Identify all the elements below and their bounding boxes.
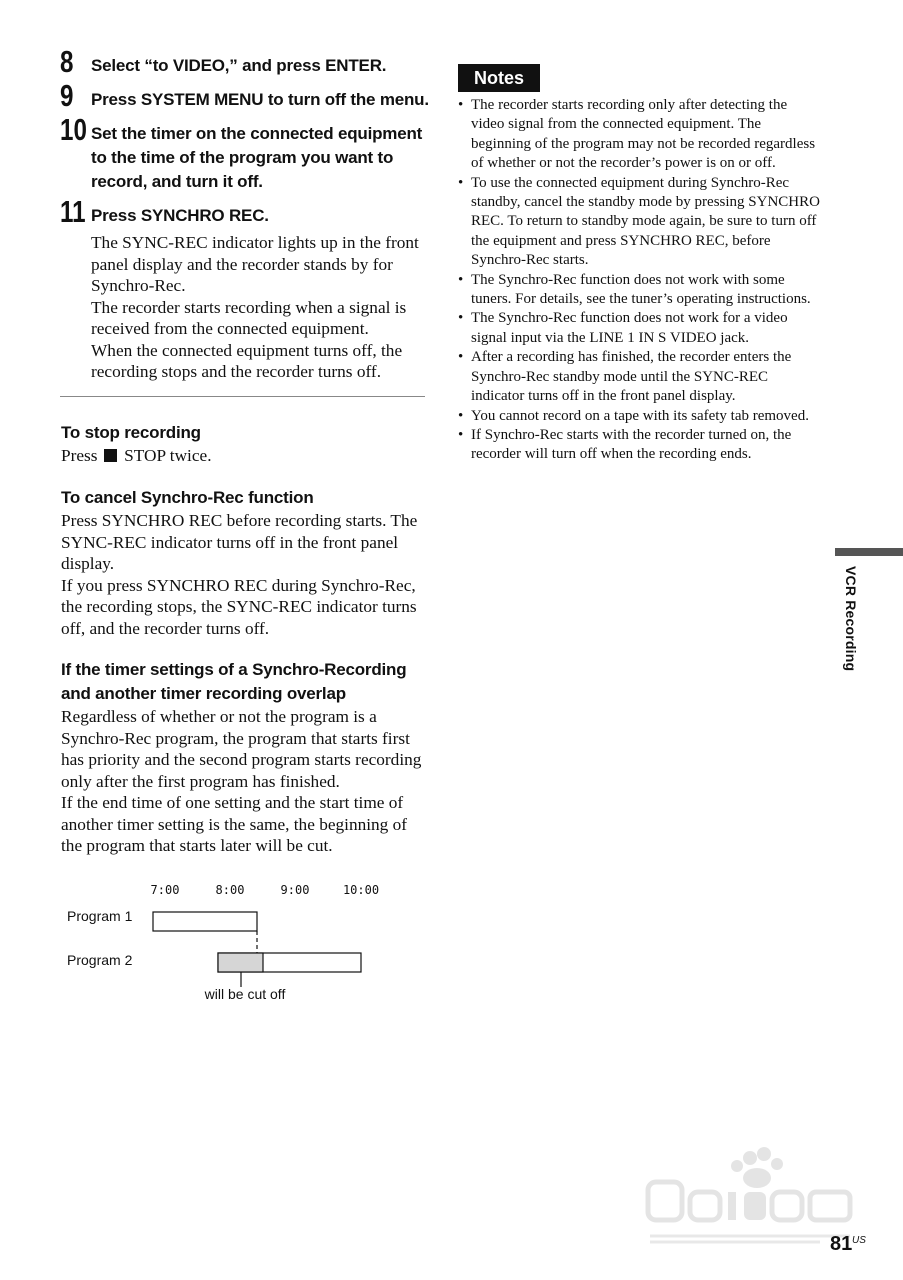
time-label: 7:00 xyxy=(150,883,180,897)
step-title: Select “to VIDEO,” and press ENTER. xyxy=(91,56,387,75)
cancel-heading: To cancel Synchro-Rec function xyxy=(61,488,314,507)
step-8 xyxy=(60,46,430,78)
cancel-text xyxy=(61,510,431,639)
overlap-heading: If the timer settings of a Synchro-Recording and another timer recording overlap xyxy=(61,660,407,703)
note-item: • If Synchro-Rec starts with the recorder turned on, the recorder will turn off when the recording ends. xyxy=(458,426,823,465)
side-tab-label: VCR Recording xyxy=(843,566,859,672)
time-label: 9:00 xyxy=(280,883,310,897)
note-item: • You cannot record on a tape with its safety tab removed. xyxy=(458,407,823,426)
step-9 xyxy=(60,80,430,112)
stop-text-before: Press xyxy=(61,446,98,465)
stop-icon xyxy=(104,449,117,462)
step-number: 9 xyxy=(60,78,74,113)
step-paragraph: When the connected equipment turns off, the recording stops and the recorder turns off. xyxy=(91,340,403,381)
step-11 xyxy=(60,196,430,383)
step-number: 10 xyxy=(60,112,87,147)
section-divider xyxy=(60,396,425,397)
step-title: Set the timer on the connected equipment to the time of the program you want to record, and turn it off. xyxy=(91,124,423,191)
time-label: 10:00 xyxy=(342,883,380,897)
overlap-paragraph: Regardless of whether or not the program is a Synchro-Rec program, the program that starts first has priority and the second program starts recording only after the first program has finished. xyxy=(61,707,422,791)
overlap-paragraph: If the end time of one setting and the start time of another timer setting is the same, the beginning of the program that starts later will be cut. xyxy=(61,793,408,855)
overlap-section xyxy=(61,658,429,857)
cancel-paragraph: Press SYNCHRO REC before recording starts. The SYNC-REC indicator turns off in the front panel display. xyxy=(61,511,418,573)
step-paragraph: The recorder starts recording when a signal is received from the connected equipment. xyxy=(91,297,407,338)
step-title: Press SYSTEM MENU to turn off the menu. xyxy=(91,90,429,109)
note-item: • After a recording has finished, the recorder enters the Synchro-Rec standby mode until the SYNC-REC indicator turns off in the front panel display. xyxy=(458,348,823,406)
time-label: 8:00 xyxy=(215,883,245,897)
cancel-paragraph: If you press SYNCHRO REC during Synchro-Rec, the recording stops, the SYNC-REC indicator turns off, and the recorder turns off. xyxy=(61,575,417,638)
note-item: • To use the connected equipment during Synchro-Rec standby, cancel the standby mode by pressing SYNCHRO REC. To return to standby mode again, be sure to turn off the equipment and press SYNCHRO REC, before Synchro-Rec starts. xyxy=(458,174,823,271)
cut-label: will be cut off xyxy=(204,986,286,1002)
side-tab-bar xyxy=(835,548,903,556)
program-label: Program 2 xyxy=(67,952,133,968)
note-item: • The recorder starts recording only after detecting the video signal from the connected equipment. The beginning of the program may not be recorded regardless of whether or not the recorder’s power is on or off. xyxy=(458,96,823,174)
note-item: • The Synchro-Rec function does not work with some tuners. For details, see the tuner’s operating instructions. xyxy=(458,271,823,310)
notes-list xyxy=(458,96,823,465)
program-2-cut-segment xyxy=(218,953,263,972)
overlap-text xyxy=(61,706,429,857)
stop-text xyxy=(61,445,431,467)
stop-section xyxy=(61,421,431,467)
page-region-suffix: US xyxy=(852,1235,866,1246)
page-number: 81 xyxy=(830,1233,853,1255)
program-label: Program 1 xyxy=(67,908,133,924)
step-number: 11 xyxy=(60,194,86,229)
baidu-watermark xyxy=(640,1140,860,1250)
step-10 xyxy=(60,114,430,194)
notes-badge: Notes xyxy=(458,64,540,92)
step-paragraph: The SYNC-REC indicator lights up in the front panel display and the recorder stands by for Synchro-Rec. xyxy=(91,233,419,295)
timer-overlap-diagram xyxy=(0,870,440,1010)
step-title: Press SYNCHRO REC. xyxy=(91,206,269,225)
stop-heading: To stop recording xyxy=(61,423,201,442)
step-number: 8 xyxy=(60,44,74,79)
program-1-bar xyxy=(153,912,257,931)
step-body xyxy=(91,232,430,383)
stop-text-after: STOP twice. xyxy=(124,446,212,465)
note-item: • The Synchro-Rec function does not work for a video signal input via the LINE 1 IN S VIDEO jack. xyxy=(458,309,823,348)
cancel-section xyxy=(61,486,431,639)
